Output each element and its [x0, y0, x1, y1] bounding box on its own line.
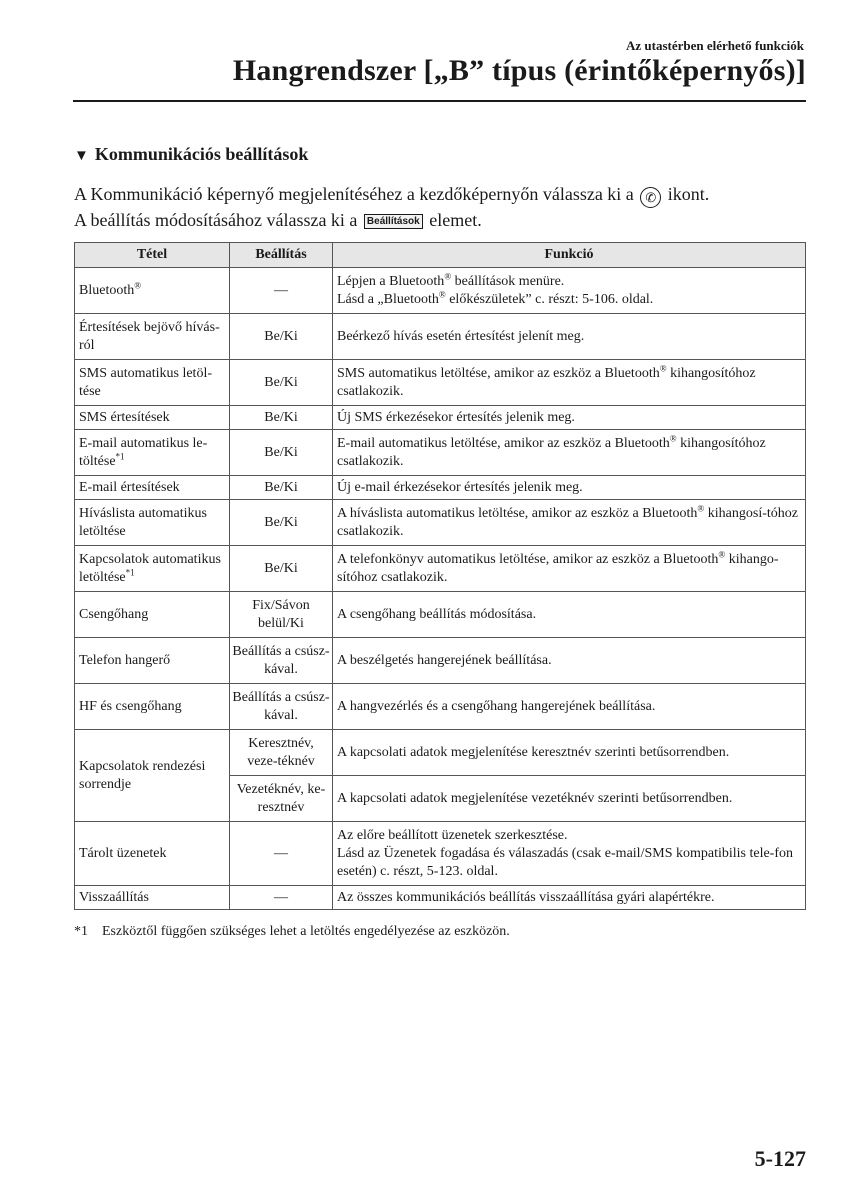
table-row	[75, 406, 806, 430]
intro-text: ikont.	[667, 184, 710, 204]
item-cell: Értesítések bejövő hívás-ról	[75, 314, 230, 360]
function-cell: Az összes kommunikációs beállítás visszaállítása gyári alapértékre.	[333, 886, 806, 910]
settings-button-label: Beállítások	[364, 214, 423, 229]
footnote	[74, 924, 510, 940]
setting-cell: Be/Ki	[230, 360, 333, 406]
setting-cell: —	[230, 822, 333, 886]
table-row	[75, 500, 806, 546]
table-row	[75, 684, 806, 730]
table-row	[75, 360, 806, 406]
page-title: Hangrendszer [„B” típus (érintőképernyős)]	[232, 54, 806, 87]
section-title: Kommunikációs beállítások	[94, 144, 309, 164]
function-cell: SMS automatikus letöltése, amikor az eszköz a Bluetooth® kihangosítóhoz csatlakozik.	[333, 360, 806, 406]
table-row	[75, 314, 806, 360]
function-cell: A beszélgetés hangerejének beállítása.	[333, 638, 806, 684]
function-cell: E-mail automatikus letöltése, amikor az eszköz a Bluetooth® kihangosítóhoz csatlakozik.	[333, 430, 806, 476]
intro-text: A Kommunikáció képernyő megjelenítéséhez a kezdőképernyőn válassza ki a	[74, 184, 634, 204]
triangle-down-icon: ▼	[74, 148, 89, 164]
item-cell: Bluetooth®	[75, 268, 230, 314]
table-row	[75, 730, 806, 776]
table-row	[75, 886, 806, 910]
setting-cell: Be/Ki	[230, 430, 333, 476]
setting-cell: Be/Ki	[230, 314, 333, 360]
setting-cell: Be/Ki	[230, 476, 333, 500]
setting-cell: Be/Ki	[230, 546, 333, 592]
function-cell: A kapcsolati adatok megjelenítése keresztnév szerinti betűsorrendben.	[333, 730, 806, 776]
setting-cell: —	[230, 886, 333, 910]
footnote-mark: *1	[74, 924, 88, 939]
setting-cell: Fix/Sávon belül/Ki	[230, 592, 333, 638]
table-row	[75, 546, 806, 592]
table-row	[75, 268, 806, 314]
phone-icon: ✆	[640, 187, 661, 208]
function-cell: A csengőhang beállítás módosítása.	[333, 592, 806, 638]
intro-line-1	[74, 182, 709, 208]
item-cell: Híváslista automatikus letöltése	[75, 500, 230, 546]
item-cell: Visszaállítás	[75, 886, 230, 910]
function-cell: A kapcsolati adatok megjelenítése vezetéknév szerinti betűsorrendben.	[333, 776, 806, 822]
section-heading	[74, 144, 308, 165]
column-header-setting: Beállítás	[230, 243, 333, 268]
item-cell: SMS automatikus letöl-tése	[75, 360, 230, 406]
table-row	[75, 430, 806, 476]
table-row	[75, 476, 806, 500]
function-cell: Az előre beállított üzenetek szerkesztése. Lásd az Üzenetek fogadása és válaszadás (csak e-mail/SMS kompatibilis tele-fon esetén) c. részt, 5-123. oldal.	[333, 822, 806, 886]
item-cell: Kapcsolatok automatikus letöltése$^{*1}$	[75, 546, 230, 592]
item-cell: E-mail értesítések	[75, 476, 230, 500]
table-row	[75, 592, 806, 638]
function-cell: A hangvezérlés és a csengőhang hangerejének beállítása.	[333, 684, 806, 730]
setting-cell: Beállítás a csúsz-kával.	[230, 638, 333, 684]
header-divider	[73, 100, 806, 102]
settings-table	[74, 242, 806, 910]
intro-text: A beállítás módosításához válassza ki a	[74, 210, 358, 230]
function-cell: Új e-mail érkezésekor értesítés jelenik meg.	[333, 476, 806, 500]
function-cell: Beérkező hívás esetén értesítést jelenít meg.	[333, 314, 806, 360]
function-cell: A telefonkönyv automatikus letöltése, amikor az eszköz a Bluetooth® kihango-sítóhoz csatlakozik.	[333, 546, 806, 592]
setting-cell: Vezetéknév, ke-resztnév	[230, 776, 333, 822]
page-number: 5-127	[754, 1146, 806, 1171]
setting-cell: Beállítás a csúsz-kával.	[230, 684, 333, 730]
intro-text: elemet.	[429, 210, 482, 230]
function-cell: A híváslista automatikus letöltése, amikor az eszköz a Bluetooth® kihangosí-tóhoz csatlakozik.	[333, 500, 806, 546]
intro-line-2	[74, 208, 709, 232]
column-header-function: Funkció	[333, 243, 806, 268]
item-cell: SMS értesítések	[75, 406, 230, 430]
table-row	[75, 638, 806, 684]
running-header: Az utastérben elérhető funkciók	[625, 38, 804, 53]
item-cell: HF és csengőhang	[75, 684, 230, 730]
item-cell: Tárolt üzenetek	[75, 822, 230, 886]
footnote-text: Eszköztől függően szükséges lehet a letöltés engedélyezése az eszközön.	[102, 924, 510, 939]
table-header-row	[75, 243, 806, 268]
table-row	[75, 822, 806, 886]
item-cell: Csengőhang	[75, 592, 230, 638]
function-cell: Lépjen a Bluetooth® beállítások menüre. Lásd a „Bluetooth® előkészületek” c. részt: 5-106. oldal.	[333, 268, 806, 314]
setting-cell: Be/Ki	[230, 500, 333, 546]
setting-cell: Be/Ki	[230, 406, 333, 430]
item-cell: Telefon hangerő	[75, 638, 230, 684]
item-cell: Kapcsolatok rendezési sorrendje	[75, 730, 230, 822]
setting-cell: Keresztnév, veze-téknév	[230, 730, 333, 776]
intro-paragraph	[74, 182, 709, 232]
column-header-item: Tétel	[75, 243, 230, 268]
item-cell: E-mail automatikus le-töltése$^{*1}$	[75, 430, 230, 476]
setting-cell: —	[230, 268, 333, 314]
function-cell: Új SMS érkezésekor értesítés jelenik meg.	[333, 406, 806, 430]
